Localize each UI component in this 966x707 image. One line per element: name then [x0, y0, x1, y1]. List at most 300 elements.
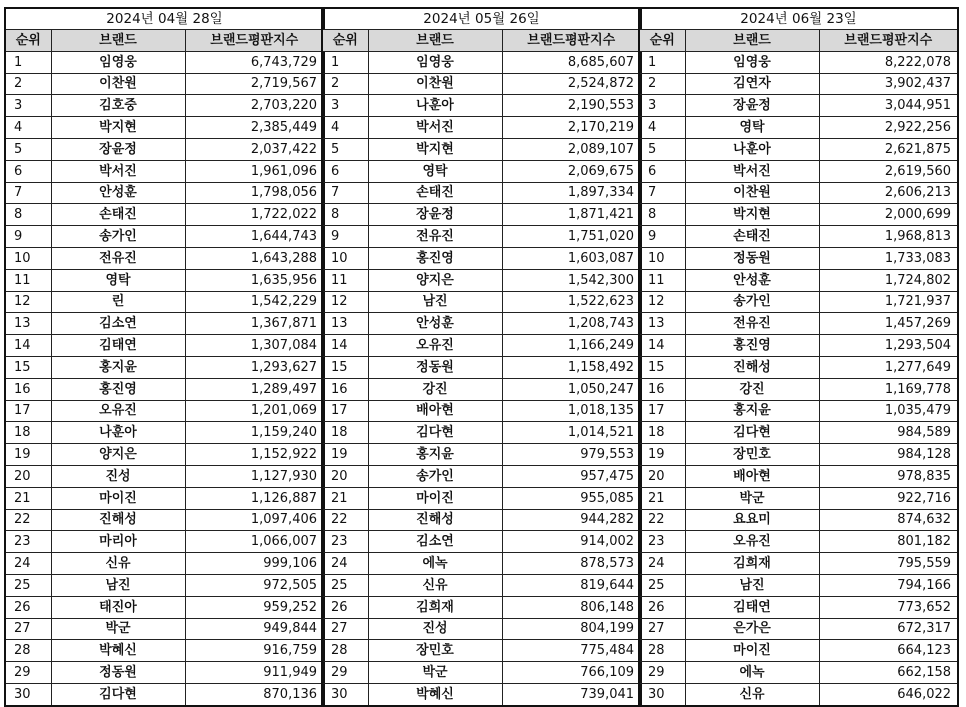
table-row	[322, 356, 641, 378]
score-cell: 1,208,743	[502, 313, 641, 335]
rank-cell: 24	[322, 553, 368, 575]
brand-cell: 손태진	[368, 182, 502, 204]
brand-cell: 진성	[51, 465, 185, 487]
score-cell: 1,968,813	[819, 226, 958, 248]
table-row	[322, 574, 641, 596]
rank-cell: 11	[322, 269, 368, 291]
brand-cell: 김다현	[368, 422, 502, 444]
table-row	[5, 95, 324, 117]
table-row	[639, 247, 958, 269]
table-row	[639, 378, 958, 400]
score-cell: 795,559	[819, 553, 958, 575]
brand-cell: 장윤정	[685, 95, 819, 117]
table-row	[639, 95, 958, 117]
table-row	[322, 618, 641, 640]
table-row	[322, 640, 641, 662]
score-cell: 2,190,553	[502, 95, 641, 117]
ranking-tables-container	[4, 7, 957, 702]
rank-cell: 4	[322, 117, 368, 139]
score-cell: 1,169,778	[819, 378, 958, 400]
brand-cell: 장민호	[368, 640, 502, 662]
column-header-row	[322, 30, 641, 52]
table-row	[322, 335, 641, 357]
score-cell: 1,152,922	[185, 444, 324, 466]
score-cell: 1,293,504	[819, 335, 958, 357]
rank-cell: 7	[5, 182, 51, 204]
score-cell: 1,522,623	[502, 291, 641, 313]
table-row	[322, 378, 641, 400]
rank-cell: 24	[5, 553, 51, 575]
rank-cell: 13	[322, 313, 368, 335]
brand-cell: 김연자	[685, 73, 819, 95]
score-cell: 1,159,240	[185, 422, 324, 444]
table-row	[5, 226, 324, 248]
brand-cell: 임영웅	[51, 51, 185, 73]
score-cell: 922,716	[819, 487, 958, 509]
table-row	[639, 335, 958, 357]
rank-cell: 20	[322, 465, 368, 487]
brand-cell: 전유진	[685, 313, 819, 335]
rank-cell: 17	[322, 400, 368, 422]
table-row	[322, 553, 641, 575]
brand-column-header: 브랜드	[51, 30, 185, 52]
brand-cell: 박지현	[51, 117, 185, 139]
score-cell: 1,126,887	[185, 487, 324, 509]
rank-cell: 10	[639, 247, 685, 269]
score-cell: 2,719,567	[185, 73, 324, 95]
table-row	[639, 662, 958, 684]
table-row	[5, 531, 324, 553]
rank-cell: 7	[639, 182, 685, 204]
score-cell: 1,166,249	[502, 335, 641, 357]
score-cell: 804,199	[502, 618, 641, 640]
rank-cell: 8	[639, 204, 685, 226]
table-row	[5, 509, 324, 531]
brand-cell: 영탁	[368, 160, 502, 182]
brand-cell: 오유진	[51, 400, 185, 422]
table-row	[639, 422, 958, 444]
brand-cell: 장민호	[685, 444, 819, 466]
rank-cell: 2	[639, 73, 685, 95]
brand-cell: 김다현	[51, 683, 185, 705]
rank-cell: 18	[639, 422, 685, 444]
brand-cell: 박지현	[685, 204, 819, 226]
score-cell: 1,751,020	[502, 226, 641, 248]
ranking-table-3	[638, 7, 959, 707]
rank-cell: 3	[322, 95, 368, 117]
rank-cell: 17	[639, 400, 685, 422]
score-cell: 3,044,951	[819, 95, 958, 117]
brand-cell: 마리아	[51, 531, 185, 553]
table-row	[5, 487, 324, 509]
brand-cell: 손태진	[51, 204, 185, 226]
score-cell: 2,621,875	[819, 138, 958, 160]
table-row	[5, 618, 324, 640]
table-row	[5, 465, 324, 487]
rank-cell: 26	[5, 596, 51, 618]
rank-cell: 15	[639, 356, 685, 378]
rank-cell: 19	[639, 444, 685, 466]
score-cell: 944,282	[502, 509, 641, 531]
table-row	[639, 226, 958, 248]
brand-cell: 김소연	[51, 313, 185, 335]
score-cell: 3,902,437	[819, 73, 958, 95]
score-cell: 2,922,256	[819, 117, 958, 139]
brand-cell: 송가인	[368, 465, 502, 487]
table-row	[639, 117, 958, 139]
brand-cell: 남진	[685, 574, 819, 596]
brand-cell: 홍진영	[51, 378, 185, 400]
rank-cell: 12	[322, 291, 368, 313]
table-row	[639, 204, 958, 226]
table-row	[322, 487, 641, 509]
score-cell: 1,289,497	[185, 378, 324, 400]
brand-cell: 나훈아	[685, 138, 819, 160]
brand-cell: 안성훈	[685, 269, 819, 291]
ranking-table-2	[321, 7, 642, 707]
score-cell: 914,002	[502, 531, 641, 553]
brand-cell: 박서진	[368, 117, 502, 139]
brand-cell: 전유진	[51, 247, 185, 269]
table-row	[5, 640, 324, 662]
rank-cell: 23	[639, 531, 685, 553]
rank-cell: 12	[5, 291, 51, 313]
rank-cell: 2	[322, 73, 368, 95]
rank-cell: 19	[5, 444, 51, 466]
score-cell: 801,182	[819, 531, 958, 553]
score-cell: 1,307,084	[185, 335, 324, 357]
brand-cell: 이찬원	[51, 73, 185, 95]
table-row	[322, 160, 641, 182]
rank-cell: 25	[322, 574, 368, 596]
table-row	[322, 204, 641, 226]
rank-cell: 11	[639, 269, 685, 291]
score-cell: 819,644	[502, 574, 641, 596]
brand-cell: 은가은	[685, 618, 819, 640]
brand-column-header: 브랜드	[368, 30, 502, 52]
rank-cell: 5	[5, 138, 51, 160]
brand-cell: 임영웅	[685, 51, 819, 73]
rank-cell: 17	[5, 400, 51, 422]
table-row	[639, 618, 958, 640]
table-row	[5, 291, 324, 313]
brand-column-header: 브랜드	[685, 30, 819, 52]
table-row	[5, 51, 324, 73]
rank-cell: 30	[322, 683, 368, 705]
brand-cell: 에녹	[368, 553, 502, 575]
brand-cell: 영탁	[685, 117, 819, 139]
score-cell: 662,158	[819, 662, 958, 684]
rank-cell: 27	[5, 618, 51, 640]
score-cell: 1,201,069	[185, 400, 324, 422]
score-cell: 878,573	[502, 553, 641, 575]
brand-cell: 안성훈	[368, 313, 502, 335]
rank-cell: 7	[322, 182, 368, 204]
brand-cell: 영탁	[51, 269, 185, 291]
table-row	[639, 444, 958, 466]
score-cell: 1,542,229	[185, 291, 324, 313]
table-row	[5, 247, 324, 269]
table-row	[639, 531, 958, 553]
brand-cell: 전유진	[368, 226, 502, 248]
brand-cell: 마이진	[51, 487, 185, 509]
score-cell: 1,066,007	[185, 531, 324, 553]
rank-cell: 10	[322, 247, 368, 269]
score-cell: 1,722,022	[185, 204, 324, 226]
rank-cell: 16	[639, 378, 685, 400]
rank-cell: 20	[639, 465, 685, 487]
rank-cell: 23	[322, 531, 368, 553]
score-cell: 984,128	[819, 444, 958, 466]
score-cell: 874,632	[819, 509, 958, 531]
brand-cell: 김호중	[51, 95, 185, 117]
score-cell: 646,022	[819, 683, 958, 705]
brand-cell: 신유	[685, 683, 819, 705]
rank-cell: 23	[5, 531, 51, 553]
rank-cell: 16	[322, 378, 368, 400]
table-row	[5, 182, 324, 204]
brand-cell: 남진	[51, 574, 185, 596]
rank-cell: 5	[322, 138, 368, 160]
score-cell: 2,524,872	[502, 73, 641, 95]
brand-cell: 박혜신	[368, 683, 502, 705]
table-row	[5, 662, 324, 684]
table-row	[639, 138, 958, 160]
table-row	[322, 313, 641, 335]
brand-cell: 신유	[51, 553, 185, 575]
score-cell: 1,871,421	[502, 204, 641, 226]
brand-cell: 배아현	[685, 465, 819, 487]
brand-cell: 김태연	[685, 596, 819, 618]
table-date-header: 2024년 06월 23일	[639, 8, 958, 30]
rank-cell: 30	[5, 683, 51, 705]
rank-cell: 27	[639, 618, 685, 640]
rank-cell: 15	[5, 356, 51, 378]
brand-cell: 남진	[368, 291, 502, 313]
table-row	[322, 182, 641, 204]
score-cell: 1,798,056	[185, 182, 324, 204]
score-cell: 1,367,871	[185, 313, 324, 335]
rank-cell: 29	[639, 662, 685, 684]
rank-cell: 26	[322, 596, 368, 618]
score-cell: 2,619,560	[819, 160, 958, 182]
score-cell: 1,457,269	[819, 313, 958, 335]
table-row	[322, 422, 641, 444]
score-cell: 870,136	[185, 683, 324, 705]
table-row	[322, 509, 641, 531]
table-row	[5, 204, 324, 226]
score-cell: 984,589	[819, 422, 958, 444]
table-row	[5, 378, 324, 400]
rank-cell: 8	[322, 204, 368, 226]
score-cell: 1,127,930	[185, 465, 324, 487]
brand-cell: 양지은	[51, 444, 185, 466]
score-cell: 2,069,675	[502, 160, 641, 182]
table-row	[5, 313, 324, 335]
table-row	[322, 400, 641, 422]
brand-cell: 정동원	[368, 356, 502, 378]
brand-cell: 김다현	[685, 422, 819, 444]
brand-cell: 강진	[368, 378, 502, 400]
brand-cell: 장윤정	[51, 138, 185, 160]
table-row	[322, 465, 641, 487]
rank-cell: 28	[5, 640, 51, 662]
brand-cell: 손태진	[685, 226, 819, 248]
table-row	[322, 138, 641, 160]
rank-cell: 14	[639, 335, 685, 357]
table-row	[322, 95, 641, 117]
score-cell: 972,505	[185, 574, 324, 596]
score-cell: 1,293,627	[185, 356, 324, 378]
brand-cell: 강진	[685, 378, 819, 400]
rank-cell: 18	[5, 422, 51, 444]
rank-cell: 21	[322, 487, 368, 509]
rank-cell: 28	[322, 640, 368, 662]
rank-cell: 18	[322, 422, 368, 444]
brand-cell: 임영웅	[368, 51, 502, 73]
rank-cell: 28	[639, 640, 685, 662]
brand-cell: 이찬원	[685, 182, 819, 204]
score-cell: 2,606,213	[819, 182, 958, 204]
table-row	[5, 574, 324, 596]
rank-cell: 24	[639, 553, 685, 575]
rank-cell: 29	[322, 662, 368, 684]
score-cell: 1,643,288	[185, 247, 324, 269]
score-cell: 955,085	[502, 487, 641, 509]
brand-cell: 송가인	[685, 291, 819, 313]
brand-cell: 송가인	[51, 226, 185, 248]
score-cell: 1,733,083	[819, 247, 958, 269]
score-cell: 1,050,247	[502, 378, 641, 400]
table-row	[5, 444, 324, 466]
score-cell: 766,109	[502, 662, 641, 684]
score-cell: 2,170,219	[502, 117, 641, 139]
rank-cell: 3	[639, 95, 685, 117]
table-row	[639, 160, 958, 182]
rank-cell: 14	[5, 335, 51, 357]
score-cell: 1,035,479	[819, 400, 958, 422]
rank-cell: 9	[639, 226, 685, 248]
brand-cell: 이찬원	[368, 73, 502, 95]
table-row	[5, 138, 324, 160]
column-header-row	[5, 30, 324, 52]
brand-cell: 홍진영	[685, 335, 819, 357]
score-cell: 1,724,802	[819, 269, 958, 291]
table-row	[322, 291, 641, 313]
column-header-row	[639, 30, 958, 52]
table-row	[322, 226, 641, 248]
table-row	[5, 400, 324, 422]
table-row	[322, 531, 641, 553]
table-row	[322, 444, 641, 466]
rank-cell: 1	[5, 51, 51, 73]
rank-cell: 11	[5, 269, 51, 291]
score-cell: 1,897,334	[502, 182, 641, 204]
rank-cell: 6	[639, 160, 685, 182]
table-row	[5, 117, 324, 139]
rank-cell: 30	[639, 683, 685, 705]
score-cell: 739,041	[502, 683, 641, 705]
score-cell: 773,652	[819, 596, 958, 618]
score-cell: 8,685,607	[502, 51, 641, 73]
score-cell: 1,961,096	[185, 160, 324, 182]
table-row	[322, 73, 641, 95]
brand-cell: 장윤정	[368, 204, 502, 226]
rank-cell: 22	[322, 509, 368, 531]
score-cell: 1,603,087	[502, 247, 641, 269]
brand-cell: 에녹	[685, 662, 819, 684]
rank-cell: 21	[5, 487, 51, 509]
score-cell: 806,148	[502, 596, 641, 618]
rank-cell: 22	[5, 509, 51, 531]
rank-column-header: 순위	[639, 30, 685, 52]
rank-cell: 9	[5, 226, 51, 248]
table-row	[322, 51, 641, 73]
brand-cell: 마이진	[368, 487, 502, 509]
score-cell: 1,277,649	[819, 356, 958, 378]
table-row	[639, 487, 958, 509]
brand-cell: 홍지윤	[51, 356, 185, 378]
table-row	[5, 269, 324, 291]
score-cell: 1,158,492	[502, 356, 641, 378]
table-date-header: 2024년 04월 28일	[5, 8, 324, 30]
table-row	[322, 269, 641, 291]
table-row	[5, 553, 324, 575]
table-row	[322, 117, 641, 139]
brand-cell: 박서진	[51, 160, 185, 182]
brand-cell: 김희재	[685, 553, 819, 575]
score-cell: 775,484	[502, 640, 641, 662]
table-row	[322, 662, 641, 684]
rank-column-header: 순위	[322, 30, 368, 52]
score-cell: 916,759	[185, 640, 324, 662]
rank-cell: 22	[639, 509, 685, 531]
rank-cell: 13	[639, 313, 685, 335]
table-row	[5, 73, 324, 95]
score-cell: 999,106	[185, 553, 324, 575]
rank-cell: 21	[639, 487, 685, 509]
rank-cell: 10	[5, 247, 51, 269]
rank-cell: 4	[639, 117, 685, 139]
rank-cell: 4	[5, 117, 51, 139]
brand-cell: 박지현	[368, 138, 502, 160]
brand-cell: 정동원	[685, 247, 819, 269]
rank-cell: 13	[5, 313, 51, 335]
score-cell: 794,166	[819, 574, 958, 596]
rank-column-header: 순위	[5, 30, 51, 52]
score-cell: 6,743,729	[185, 51, 324, 73]
rank-cell: 6	[5, 160, 51, 182]
rank-cell: 8	[5, 204, 51, 226]
rank-cell: 26	[639, 596, 685, 618]
brand-cell: 진해성	[368, 509, 502, 531]
brand-cell: 박군	[51, 618, 185, 640]
score-cell: 1,721,937	[819, 291, 958, 313]
score-cell: 8,222,078	[819, 51, 958, 73]
table-row	[639, 291, 958, 313]
brand-cell: 나훈아	[368, 95, 502, 117]
rank-cell: 3	[5, 95, 51, 117]
score-cell: 911,949	[185, 662, 324, 684]
score-cell: 1,018,135	[502, 400, 641, 422]
brand-cell: 김태연	[51, 335, 185, 357]
table-row	[639, 356, 958, 378]
brand-cell: 박군	[368, 662, 502, 684]
brand-cell: 나훈아	[51, 422, 185, 444]
brand-cell: 신유	[368, 574, 502, 596]
rank-cell: 19	[322, 444, 368, 466]
brand-cell: 오유진	[368, 335, 502, 357]
